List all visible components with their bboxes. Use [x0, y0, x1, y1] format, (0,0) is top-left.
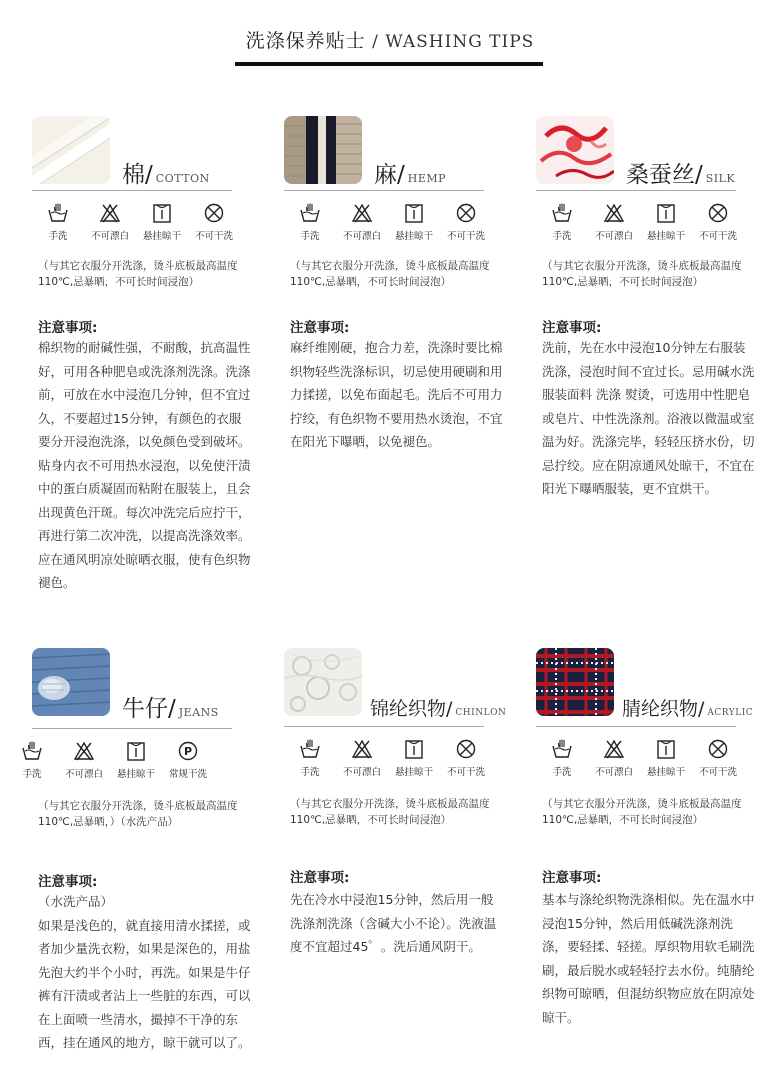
care-text: 如果是浅色的，就直接用清水揉搓，或者加少量洗衣粉，如果是深色的，用盐先泡大约半个小时，再洗。如果是牛仔裤有汗渍或者沾上一些脏的东西，可以在上面喷一些清水，撮掉不干净的东西，挂在通风的地方，晾干就可以了。: [38, 917, 251, 1050]
no-bleach-icon: 不可漂白: [336, 202, 388, 242]
no-dry-clean-icon: 不可干洗: [692, 202, 744, 242]
attention-heading: 注意事项:: [542, 320, 602, 336]
attention-heading: 注意事项:: [38, 874, 98, 890]
attention-heading: 注意事项:: [542, 870, 602, 886]
no-bleach-icon: 不可漂白: [336, 738, 388, 778]
hang-dry-icon: 悬挂晾干: [640, 738, 692, 778]
divider: [284, 726, 484, 727]
page-title-zh: 洗涤保养贴士: [245, 30, 366, 52]
hand-wash-icon: 手洗: [536, 738, 588, 778]
divider: [32, 190, 232, 191]
hang-dry-icon: 悬挂晾干: [110, 740, 162, 780]
attention-heading: 注意事项:: [290, 870, 350, 886]
header-underline: [235, 62, 543, 66]
fabric-name: 腈纶织物/ ACRYLIC: [622, 698, 754, 720]
acrylic-swatch: [536, 648, 614, 716]
hang-dry-icon: 悬挂晾干: [136, 202, 188, 242]
no-dry-clean-icon: 不可干洗: [188, 202, 240, 242]
care-note: （与其它衣服分开洗涤，烫斗底板最高温度110℃,忌暴晒，）（水洗产品）: [38, 800, 238, 828]
hand-wash-icon: 手洗: [536, 202, 588, 242]
fabric-name: 桑蚕丝/ SILK: [626, 162, 736, 188]
care-note: （与其它衣服分开洗涤，烫斗底板最高温度110℃,忌暴晒，不可长时间浸泡）: [542, 798, 742, 826]
divider: [284, 190, 484, 191]
attention-heading: 注意事项:: [38, 320, 98, 336]
cotton-swatch: [32, 116, 110, 184]
care-note: （与其它衣服分开洗涤，烫斗底板最高温度110℃,忌暴晒，不可长时间浸泡）: [290, 260, 490, 288]
hang-dry-icon: 悬挂晾干: [388, 202, 440, 242]
title-separator: /: [365, 32, 386, 52]
fabric-name: 锦纶织物/ CHINLON: [370, 698, 507, 720]
care-note: （与其它衣服分开洗涤，烫斗底板最高温度110℃,忌暴晒，不可长时间浸泡）: [38, 260, 238, 288]
care-icons: [536, 202, 744, 242]
divider: [536, 190, 736, 191]
fabric-name: 牛仔/ JEANS: [122, 696, 219, 722]
no-bleach-icon: 不可漂白: [588, 738, 640, 778]
hand-wash-icon: 手洗: [6, 740, 58, 780]
dry-clean-p-icon: P 常规干洗: [162, 740, 214, 780]
attention-heading: 注意事项:: [290, 320, 350, 336]
jeans-swatch: [32, 648, 110, 716]
care-note: （与其它衣服分开洗涤，烫斗底板最高温度110℃,忌暴晒，不可长时间浸泡）: [290, 798, 490, 826]
care-icons: [284, 202, 492, 242]
page-title-en: WASHING TIPS: [385, 32, 535, 52]
hand-wash-icon: 手洗: [284, 738, 336, 778]
no-dry-clean-icon: 不可干洗: [440, 738, 492, 778]
fabric-name: 麻/ HEMP: [374, 162, 447, 188]
divider: [536, 726, 736, 727]
chinlon-swatch: [284, 648, 362, 716]
divider: [32, 728, 232, 729]
hemp-swatch: [284, 116, 362, 184]
hand-wash-icon: 手洗: [284, 202, 336, 242]
care-icons: [284, 738, 492, 778]
no-dry-clean-icon: 不可干洗: [440, 202, 492, 242]
hang-dry-icon: 悬挂晾干: [640, 202, 692, 242]
care-text: 洗前，先在水中浸泡10分钟左右服装洗涤，浸泡时间不宜过长。忌用碱水洗服装面料 洗涤 熨烫，可选用中性肥皂或皂片、中性洗涤剂。浴液以微温或室温为好。洗涤完毕，轻轻压挤水份，切忌拧绞。应在阴凉通风处晾干，不宜在阳光下曝晒服装，更不宜烘干。: [542, 340, 755, 496]
page-header: [0, 26, 780, 53]
care-text: 棉织物的耐碱性强，不耐酸，抗高温性好，可用各种肥皂或洗涤剂洗涤。洗涤前，可放在水中浸泡几分钟，但不宜过久，不要超过15分钟，有颜色的衣服要分开浸泡洗涤，以免颜色受到破坏。贴身内衣不可用热水浸泡，以免使汗渍中的蛋白质凝固而粘附在服装上，且会出现黄色汗斑。每次冲洗完后应拧干，再进行第二次冲洗，以提高洗涤效率。应在通风明凉处晾晒衣服，使有色织物褪色。: [38, 340, 251, 590]
care-icons: [536, 738, 744, 778]
svg-text:P: P: [183, 745, 193, 758]
care-text: 麻纤维刚硬，抱合力差，洗涤时要比棉织物轻些洗涤标识，切忌使用硬刷和用力揉搓，以免布面起毛。洗后不可用力拧绞，有色织物不要用热水烫泡，不宜在阳光下曝晒，以免褪色。: [290, 340, 503, 449]
fabric-name: 棉/ COTTON: [122, 162, 210, 188]
care-icons: [32, 202, 240, 242]
no-bleach-icon: 不可漂白: [58, 740, 110, 780]
care-text: 基本与涤纶织物洗涤相似。先在温水中浸泡15分钟，然后用低碱洗涤剂洗涤，要轻揉、轻搓。厚织物用软毛刷洗刷，最后脱水或轻轻拧去水份。纯腈纶织物可晾晒，但混纺织物应放在阴凉处晾干。: [542, 892, 755, 1025]
no-bleach-icon: 不可漂白: [84, 202, 136, 242]
no-dry-clean-icon: 不可干洗: [692, 738, 744, 778]
care-note: （与其它衣服分开洗涤，烫斗底板最高温度110℃,忌暴晒，不可长时间浸泡）: [542, 260, 742, 288]
care-text-block: [38, 890, 252, 1055]
hand-wash-icon: 手洗: [32, 202, 84, 242]
no-bleach-icon: 不可漂白: [588, 202, 640, 242]
care-subtitle: （水洗产品）: [38, 894, 114, 909]
care-text: 先在冷水中浸泡15分钟，然后用一般洗涤剂洗涤（含碱大小不论）。洗液温度不宜超过45゜。洗后通风阴干。: [290, 892, 497, 954]
silk-swatch: [536, 116, 614, 184]
care-icons: [6, 740, 214, 780]
hang-dry-icon: 悬挂晾干: [388, 738, 440, 778]
